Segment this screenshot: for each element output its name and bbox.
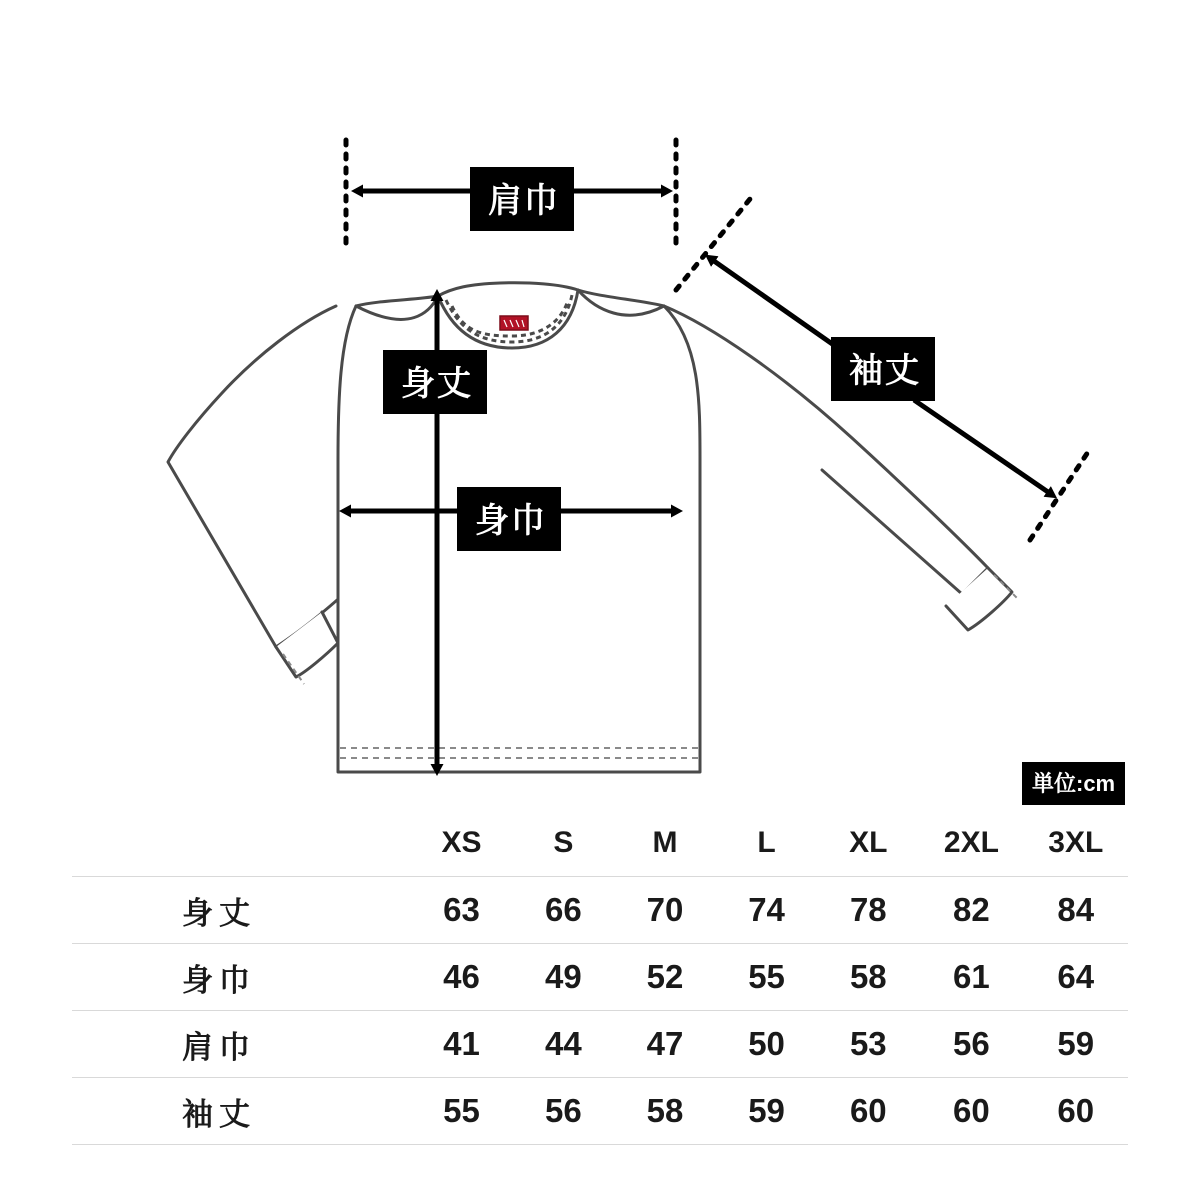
table-row (72, 877, 1128, 944)
table-row (72, 1011, 1128, 1078)
cell-shoulder-l: 50 (748, 1025, 785, 1062)
cell-shoulder-m: 47 (646, 1025, 684, 1062)
label-body-length: 身丈 (383, 350, 487, 414)
table-col-header-xs: XS (441, 826, 482, 859)
cell-body-width-xs: 46 (443, 958, 480, 995)
sleeve-measure-arrow-lower (914, 400, 1048, 492)
cell-sleeve-s: 56 (544, 1092, 582, 1129)
cell-sleeve-2xl: 60 (953, 1092, 990, 1129)
cell-sleeve-l: 59 (748, 1092, 785, 1129)
cell-body-length-l: 74 (748, 891, 785, 928)
table-col-header-m: M (652, 826, 678, 859)
cell-sleeve-m: 58 (646, 1092, 684, 1129)
brand-tag-icon (500, 316, 528, 330)
table-row (72, 944, 1128, 1011)
cell-body-width-xl: 58 (849, 958, 887, 995)
cell-shoulder-xl: 53 (849, 1025, 887, 1062)
table-col-header-l: L (757, 826, 776, 859)
table-corner-cell (72, 810, 410, 877)
row-label-body-width: 身巾 (182, 962, 256, 998)
row-label-sleeve-length: 袖丈 (182, 1096, 256, 1132)
table-col-header-3xl: 3XL (1048, 826, 1104, 859)
table-col-header-2xl: 2XL (943, 826, 999, 859)
cell-body-width-2xl: 61 (953, 958, 990, 995)
cell-body-width-3xl: 64 (1057, 958, 1095, 995)
cell-shoulder-3xl: 59 (1057, 1025, 1095, 1062)
label-shoulder-width: 肩巾 (470, 167, 574, 231)
cell-body-length-3xl: 84 (1057, 891, 1095, 928)
cell-body-length-s: 66 (544, 891, 582, 928)
table-col-header-xl: XL (849, 826, 888, 859)
cell-sleeve-xs: 55 (443, 1092, 480, 1129)
table-col-header-s: S (553, 826, 574, 859)
cell-body-length-xs: 63 (443, 891, 480, 928)
cell-shoulder-xs: 41 (443, 1025, 480, 1062)
cell-shoulder-s: 44 (544, 1025, 582, 1062)
cell-body-length-xl: 78 (849, 891, 887, 928)
table-row (72, 1078, 1128, 1145)
sleeve-measure-arrow-upper (714, 261, 838, 348)
cell-shoulder-2xl: 56 (953, 1025, 990, 1062)
label-sleeve-length: 袖丈 (831, 337, 935, 401)
cell-body-width-s: 49 (544, 958, 582, 995)
cell-sleeve-3xl: 60 (1057, 1092, 1095, 1129)
unit-badge: 単位:cm (1022, 762, 1125, 805)
label-body-width: 身巾 (457, 487, 561, 551)
size-table (72, 810, 1128, 1145)
row-label-shoulder-width: 肩巾 (182, 1029, 256, 1065)
cell-body-length-m: 70 (646, 891, 684, 928)
cell-body-width-m: 52 (646, 958, 684, 995)
cell-body-length-2xl: 82 (953, 891, 990, 928)
cell-body-width-l: 55 (748, 958, 785, 995)
table-header-row (72, 810, 1128, 877)
row-label-body-length: 身丈 (182, 895, 256, 931)
cell-sleeve-xl: 60 (849, 1092, 887, 1129)
